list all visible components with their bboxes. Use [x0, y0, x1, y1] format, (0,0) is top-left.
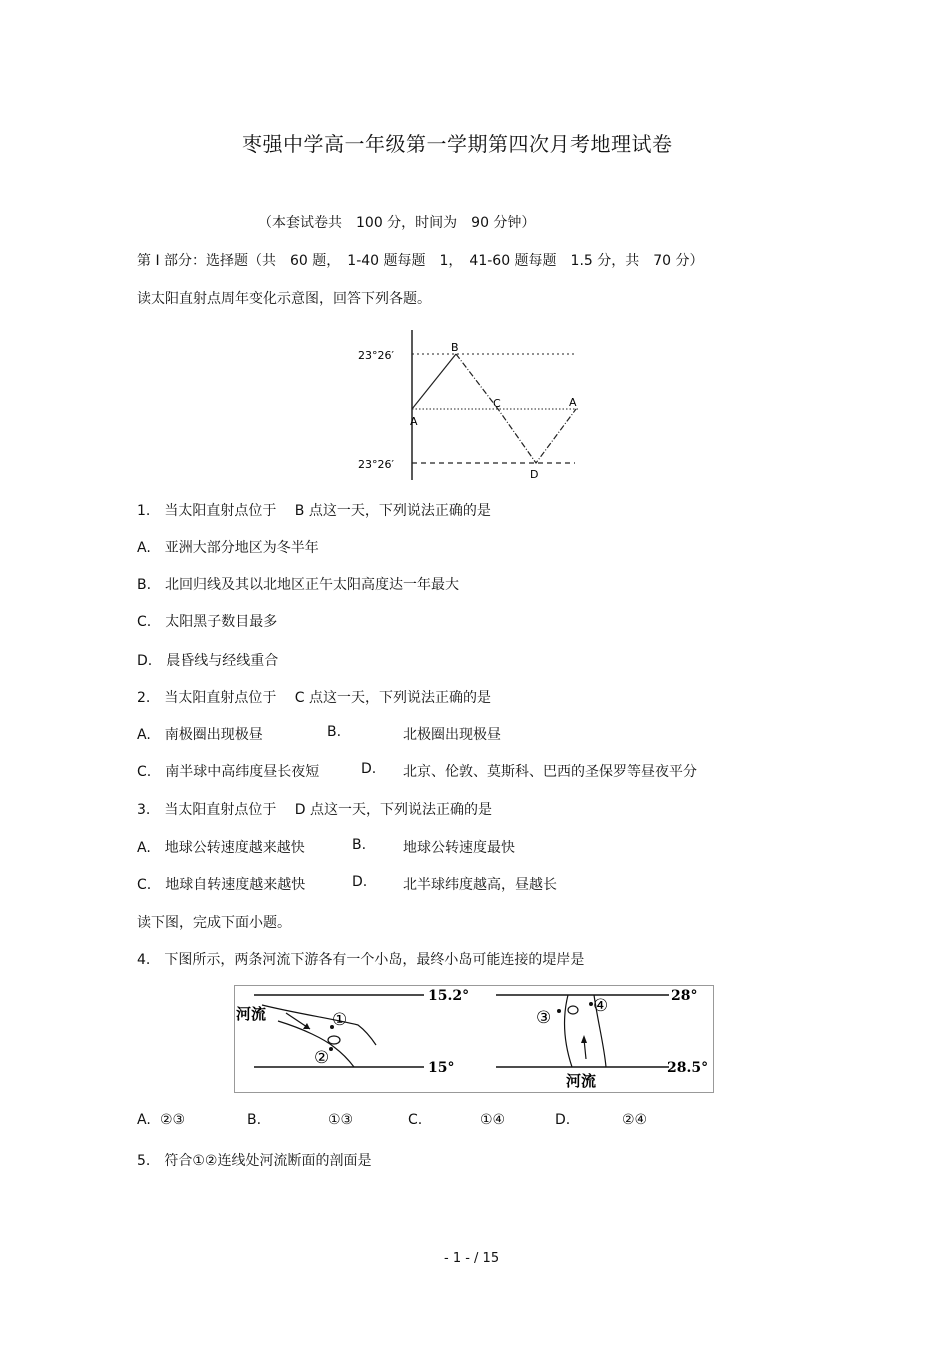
q3-stem: 3. 当太阳直射点位于 D 点这一天，下列说法正确的是 — [137, 802, 493, 818]
q3-option-a: A. 地球公转速度越来越快 — [137, 840, 305, 856]
page-title: 枣强中学高一年级第一学期第四次月考地理试卷 — [242, 132, 673, 156]
point-d: D — [530, 468, 539, 481]
q2-option-d: 北京、伦敦、莫斯科、巴西的圣保罗等昼夜平分 — [403, 764, 697, 780]
path-a-b — [412, 354, 456, 409]
q2-option-b: 北极圈出现极昼 — [403, 727, 501, 743]
point-b: B — [451, 341, 459, 354]
part-header: 第 I 部分：选择题（共 60 题， 1-40 题每题 1， 41-60 题每题 1.5 分，共 70 分） — [137, 253, 704, 269]
left-bottom-latitude: 15° — [428, 1060, 455, 1076]
right-bottom-latitude: 28.5° — [667, 1060, 709, 1076]
q4-option-d: ②④ — [622, 1112, 648, 1128]
path-b-d-a — [456, 354, 576, 463]
q2-option-d-letter: D. — [361, 761, 377, 777]
label-bottom-latitude: 23°26′ — [358, 458, 394, 471]
q1-option-c: C. 太阳黑子数目最多 — [137, 614, 278, 630]
q1-stem: 1. 当太阳直射点位于 B 点这一天，下列说法正确的是 — [137, 503, 491, 519]
right-top-latitude: 28° — [671, 988, 698, 1004]
left-river-label: 河流 — [236, 1005, 267, 1023]
q3-option-d-letter: D. — [352, 874, 368, 890]
marker-3: ③ — [536, 1008, 552, 1028]
q4-option-d-letter: D. — [555, 1112, 571, 1128]
intro-text-2: 读下图，完成下面小题。 — [137, 915, 291, 931]
q1-option-d: D. 晨昏线与经线重合 — [137, 653, 279, 669]
sun-path-diagram — [350, 325, 590, 485]
q5-stem: 5. 符合①②连线处河流断面的剖面是 — [137, 1153, 372, 1169]
q4-option-c: ①④ — [480, 1112, 506, 1128]
q2-stem: 2. 当太阳直射点位于 C 点这一天，下列说法正确的是 — [137, 690, 492, 706]
intro-text-1: 读太阳直射点周年变化示意图，回答下列各题。 — [137, 291, 431, 307]
q4-option-a: ②③ — [160, 1112, 186, 1128]
point-c: C — [493, 397, 501, 410]
marker-4: ④ — [593, 996, 609, 1016]
marker-1: ① — [332, 1010, 348, 1030]
left-top-latitude: 15.2° — [428, 988, 470, 1004]
point-a-left: A — [410, 415, 418, 428]
rivers-diagram — [234, 985, 714, 1093]
q4-option-c-letter: C. — [408, 1112, 423, 1128]
right-river-label: 河流 — [566, 1072, 597, 1090]
q4-option-b-letter: B. — [247, 1112, 262, 1128]
q3-option-c: C. 地球自转速度越来越快 — [137, 877, 306, 893]
q2-option-c: C. 南半球中高纬度昼长夜短 — [137, 764, 320, 780]
q1-option-b: B. 北回归线及其以北地区正午太阳高度达一年最大 — [137, 577, 460, 593]
q4-option-b: ①③ — [328, 1112, 354, 1128]
q1-option-a: A. 亚洲大部分地区为冬半年 — [137, 540, 319, 556]
page-number: - 1 - / 15 — [444, 1251, 500, 1266]
label-top-latitude: 23°26′ — [358, 349, 394, 362]
q2-option-b-letter: B. — [327, 724, 342, 740]
point-a-right: A — [569, 396, 577, 409]
q4-stem: 4. 下图所示，两条河流下游各有一个小岛，最终小岛可能连接的堤岸是 — [137, 952, 585, 968]
diagram-frame — [235, 986, 714, 1093]
q3-option-b: 地球公转速度最快 — [403, 840, 515, 856]
point-2 — [329, 1047, 333, 1051]
q4-option-a-letter: A. — [137, 1112, 151, 1128]
point-3 — [557, 1009, 561, 1013]
marker-2: ② — [314, 1048, 330, 1068]
exam-info: （本套试卷共 100 分，时间为 90 分钟） — [258, 215, 536, 231]
q3-option-b-letter: B. — [352, 837, 367, 853]
q2-option-a: A. 南极圈出现极昼 — [137, 727, 263, 743]
q3-option-d: 北半球纬度越高，昼越长 — [403, 877, 557, 893]
